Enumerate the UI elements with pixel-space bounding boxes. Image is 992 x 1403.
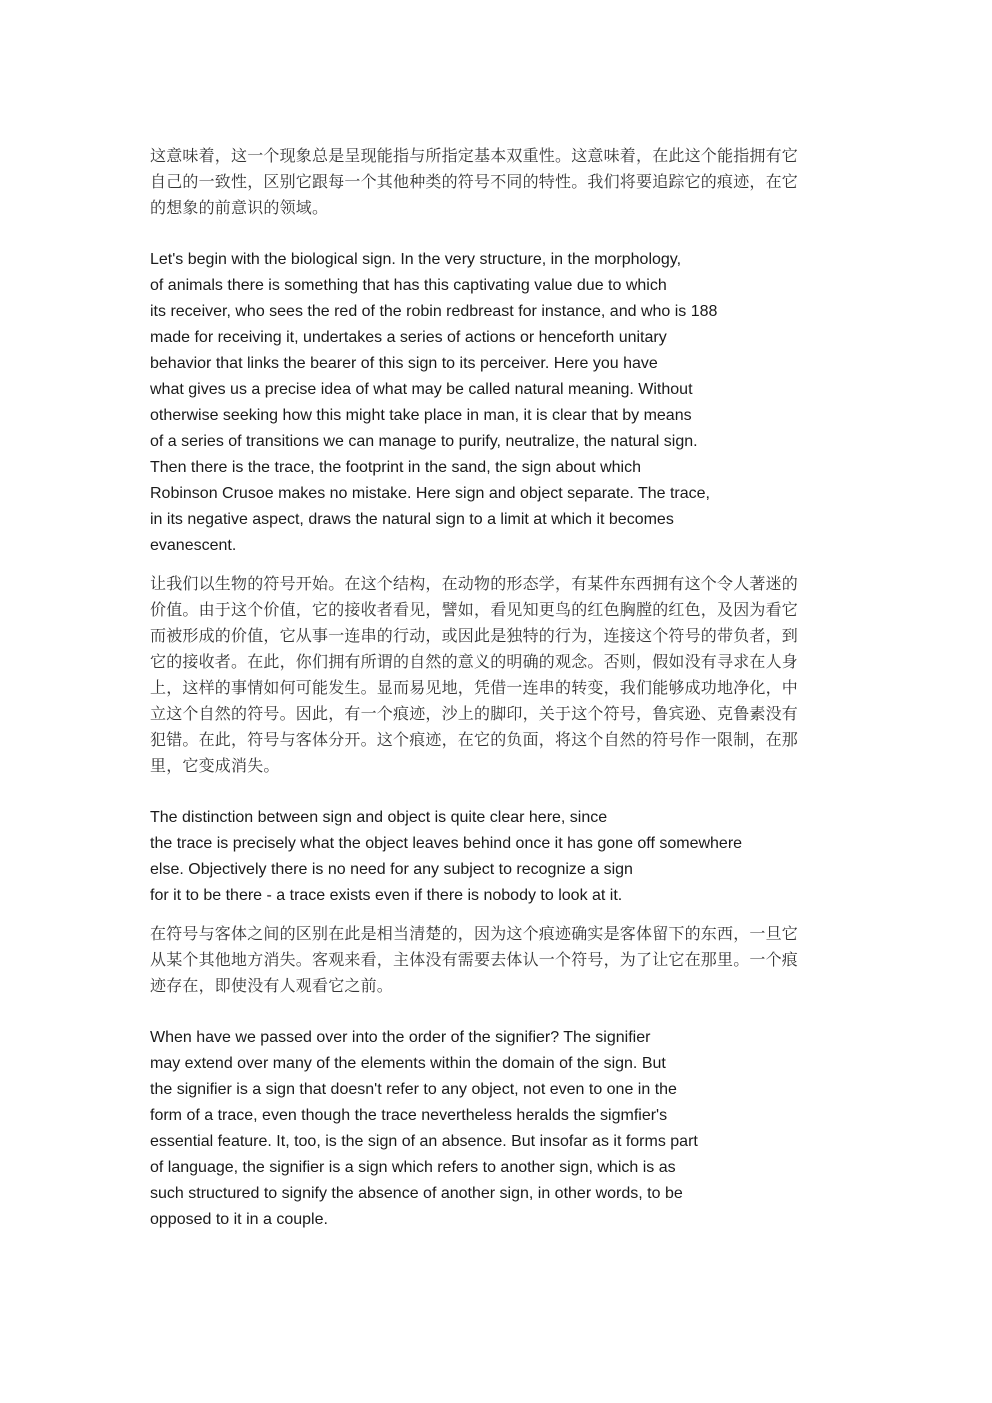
text-line: else. Objectively there is no need for any subject to recognize a sign bbox=[150, 861, 633, 878]
paragraph-en-1 bbox=[150, 247, 850, 559]
text-line: of language, the signifier is a sign which refers to another sign, which is as bbox=[150, 1159, 676, 1176]
text-line: 在符号与客体之间的区别在此是相当清楚的，因为这个痕迹确实是客体留下的东西，一旦它 bbox=[150, 924, 799, 943]
paragraph-zh-2 bbox=[150, 571, 850, 779]
text-line: 这意味着，这一个现象总是呈现能指与所指定基本双重性。这意味着，在此这个能指拥有它 bbox=[150, 146, 799, 165]
text-line: the trace is precisely what the object leaves behind once it has gone off somewhere bbox=[150, 835, 743, 852]
paragraph-gap bbox=[150, 221, 850, 247]
text-line: Robinson Crusoe makes no mistake. Here sign and object separate. The trace, bbox=[150, 485, 710, 502]
text-line: 立这个自然的符号。因此，有一个痕迹，沙上的脚印，关于这个符号，鲁宾逊、克鲁素没有 bbox=[150, 704, 799, 723]
text-line: 犯错。在此，符号与客体分开。这个痕迹，在它的负面，将这个自然的符号作一限制，在那 bbox=[150, 730, 799, 749]
text-line: When have we passed over into the order of the signifier? The signifier bbox=[150, 1029, 651, 1046]
text-line: 而被形成的价值，它从事一连串的行动，或因此是独特的行为，连接这个符号的带负者，到 bbox=[150, 626, 799, 645]
text-line: of animals there is something that has this captivating value due to which bbox=[150, 277, 667, 294]
text-line: form of a trace, even though the trace nevertheless heralds the sigmfier's bbox=[150, 1107, 668, 1124]
paragraph-en-2 bbox=[150, 805, 850, 909]
text-line: in its negative aspect, draws the natural sign to a limit at which it becomes bbox=[150, 511, 674, 528]
text-line: made for receiving it, undertakes a series of actions or henceforth unitary bbox=[150, 329, 667, 346]
text-line: essential feature. It, too, is the sign of an absence. But insofar as it forms part bbox=[150, 1133, 698, 1150]
text-line: evanescent. bbox=[150, 537, 237, 554]
text-line: 让我们以生物的符号开始。在这个结构，在动物的形态学，有某件东西拥有这个令人著迷的 bbox=[150, 574, 799, 593]
text-line: Let's begin with the biological sign. In the very structure, in the morphology, bbox=[150, 251, 682, 268]
paragraph-zh-3 bbox=[150, 921, 850, 999]
text-line: the signifier is a sign that doesn't refer to any object, not even to one in the bbox=[150, 1081, 677, 1098]
paragraph-en-3 bbox=[150, 1025, 850, 1233]
text-line: behavior that links the bearer of this sign to its perceiver. Here you have bbox=[150, 355, 658, 372]
text-line: 迹存在，即使没有人观看它之前。 bbox=[150, 976, 394, 995]
text-line: The distinction between sign and object is quite clear here, since bbox=[150, 809, 608, 826]
paragraph-gap bbox=[150, 999, 850, 1025]
text-line: may extend over many of the elements within the domain of the sign. But bbox=[150, 1055, 666, 1072]
text-line: otherwise seeking how this might take place in man, it is clear that by means bbox=[150, 407, 692, 424]
paragraph-gap bbox=[150, 779, 850, 805]
document-page bbox=[150, 143, 850, 1233]
text-line: Then there is the trace, the footprint in the sand, the sign about which bbox=[150, 459, 641, 476]
text-line: of a series of transitions we can manage to purify, neutralize, the natural sign. bbox=[150, 433, 698, 450]
text-line: 它的接收者。在此，你们拥有所谓的自然的意义的明确的观念。否则，假如没有寻求在人身 bbox=[150, 652, 799, 671]
text-line: 的想象的前意识的领域。 bbox=[150, 198, 329, 217]
text-line: 从某个其他地方消失。客观来看，主体没有需要去体认一个符号，为了让它在那里。一个痕 bbox=[150, 950, 799, 969]
text-line: its receiver, who sees the red of the robin redbreast for instance, and who is 188 bbox=[150, 303, 718, 320]
text-line: 上，这样的事情如何可能发生。显而易见地，凭借一连串的转变，我们能够成功地净化，中 bbox=[150, 678, 799, 697]
text-line: for it to be there - a trace exists even if there is nobody to look at it. bbox=[150, 887, 623, 904]
text-line: opposed to it in a couple. bbox=[150, 1211, 328, 1228]
text-line: 价值。由于这个价值，它的接收者看见，譬如，看见知更鸟的红色胸膛的红色，及因为看它 bbox=[150, 600, 799, 619]
text-line: such structured to signify the absence of another sign, in other words, to be bbox=[150, 1185, 683, 1202]
paragraph-zh-1 bbox=[150, 143, 850, 221]
paragraph-gap bbox=[150, 559, 850, 571]
text-line: what gives us a precise idea of what may be called natural meaning. Without bbox=[150, 381, 693, 398]
text-line: 里，它变成消失。 bbox=[150, 756, 280, 775]
paragraph-gap bbox=[150, 909, 850, 921]
text-line: 自己的一致性，区别它跟每一个其他种类的符号不同的特性。我们将要追踪它的痕迹，在它 bbox=[150, 172, 799, 191]
